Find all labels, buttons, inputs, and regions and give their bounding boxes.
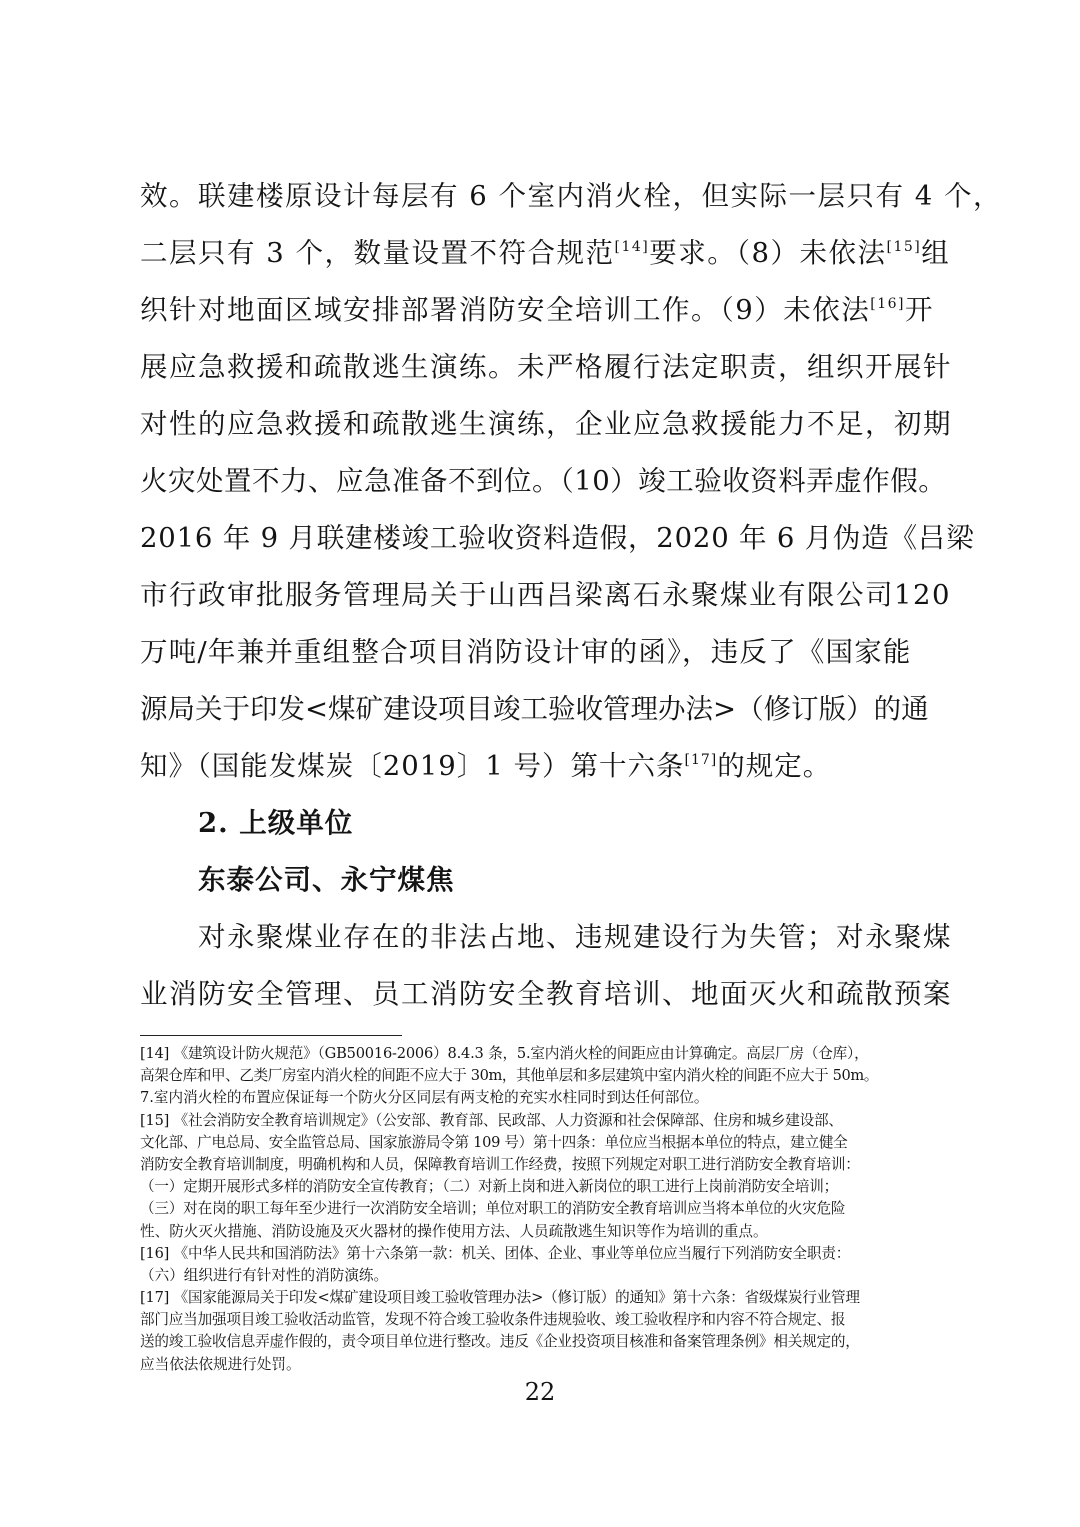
body-line: 业消防安全管理、员工消防安全教育培训、地面灭火和疏散预案 xyxy=(140,978,952,1010)
footnote-ref-16[interactable]: [16] xyxy=(870,296,905,312)
footnote-line: （六）组织进行有针对性的消防演练。 xyxy=(140,1266,389,1284)
footnote-ref-17[interactable]: [17] xyxy=(684,752,718,768)
footnote-line: 送的竣工验收信息弄虚作假的，责令项目单位进行整改。违反《企业投资项目核准和备案管理条例》相关规定的， xyxy=(140,1333,860,1351)
footnote-line: [17] 《国家能源局关于印发<煤矿建设项目竣工验收管理办法>（修订版）的通知》第十六条：省级煤炭行业管理 xyxy=(140,1289,860,1307)
body-line xyxy=(140,738,940,795)
body-line: 2016 年 9 月联建楼竣工验收资料造假，2020 年 6 月伪造《吕梁 xyxy=(140,522,975,554)
footnote-line: 消防安全教育培训制度，明确机构和人员，保障教育培训工作经费，按照下列规定对职工进行消防安全教育培训： xyxy=(140,1155,860,1173)
footnote-line: 应当依法依规进行处罚。 xyxy=(140,1355,301,1373)
body-line xyxy=(140,282,940,339)
footnotes xyxy=(140,1043,940,1376)
body-text-segment: 知》（国能发煤炭〔2019〕1 号）第十六条 xyxy=(140,750,685,782)
footnote-ref-15[interactable]: [15] xyxy=(886,239,922,255)
footnote-divider xyxy=(140,1035,402,1036)
body-text-segment: 的规定。 xyxy=(717,750,832,782)
body-text-segment: 织针对地面区域安排部署消防安全培训工作。（9）未依法 xyxy=(140,294,871,326)
footnote-line: [14] 《建筑设计防火规范》（GB50016-2006）8.4.3 条，5.室内消火栓的间距应由计算确定。高层厂房（仓库）， xyxy=(140,1045,869,1062)
footnote-line: （三）对在岗的职工每年至少进行一次消防安全培训；单位对职工的消防安全教育培训应当将本单位的火灾危险 xyxy=(140,1200,846,1218)
footnote-line: （一）定期开展形式多样的消防安全宣传教育；（二）对新上岗和进入新岗位的职工进行上岗前消防安全培训； xyxy=(140,1178,838,1196)
body-line: 展应急救援和疏散逃生演练。未严格履行法定职责，组织开展针 xyxy=(140,351,952,383)
body-line xyxy=(140,225,951,282)
body-line: 火灾处置不力、应急准备不到位。（10）竣工验收资料弄虚作假。 xyxy=(140,465,947,497)
body-text-segment: 组 xyxy=(921,237,951,269)
page-number: 22 xyxy=(524,1378,556,1406)
footnote-line: [15] 《社会消防安全教育培训规定》（公安部、教育部、民政部、人力资源和社会保障部、住房和城乡建设部、 xyxy=(140,1111,843,1129)
body-text-segment: 开 xyxy=(905,294,934,326)
body-line: 对性的应急救援和疏散逃生演练，企业应急救援能力不足，初期 xyxy=(140,408,952,440)
footnote-line: [16] 《中华人民共和国消防法》第十六条第一款：机关、团体、企业、事业等单位应当履行下列消防安全职责： xyxy=(140,1244,851,1262)
body-line: 市行政审批服务管理局关于山西吕梁离石永聚煤业有限公司120 xyxy=(140,579,951,611)
body-text-segment: 二层只有 3 个，数量设置不符合规范 xyxy=(140,237,615,269)
footnote-line: 部门应当加强项目竣工验收活动监管，发现不符合竣工验收条件违规验收、竣工验收程序和内容不符合规定、报 xyxy=(140,1311,846,1329)
body-text-segment: 要求。（8）未依法 xyxy=(649,237,887,269)
body-line: 对永聚煤业存在的非法占地、违规建设行为失管；对永聚煤 xyxy=(198,921,952,953)
body-text xyxy=(140,168,1002,1023)
footnote-ref-14[interactable]: [14] xyxy=(614,239,650,255)
body-line: 源局关于印发<煤矿建设项目竣工验收管理办法>（修订版）的通 xyxy=(140,693,929,725)
footnote-line: 高架仓库和甲、乙类厂房室内消火栓的间距不应大于 30m，其他单层和多层建筑中室内消火栓的间距不应大于 50m。 xyxy=(140,1067,879,1085)
footnote-line: 性、防火灭火措施、消防设施及灭火器材的操作使用方法、人员疏散逃生知识等作为培训的重点。 xyxy=(140,1222,768,1240)
subsection-heading: 东泰公司、永宁煤焦 xyxy=(198,864,455,896)
footnote-line: 文化部、广电总局、安全监管总局、国家旅游局令第 109 号）第十四条：单位应当根据本单位的特点，建立健全 xyxy=(140,1133,848,1151)
body-line: 效。联建楼原设计每层有 6 个室内消火栓，但实际一层只有 4 个， xyxy=(140,180,1002,212)
section-heading: 2. 上级单位 xyxy=(198,807,354,839)
body-line: 万吨/年兼并重组整合项目消防设计审的函》，违反了《国家能 xyxy=(140,636,912,668)
footnote-line: 7.室内消火栓的布置应保证每一个防火分区同层有两支枪的充实水柱同时到达任何部位。 xyxy=(140,1089,709,1107)
